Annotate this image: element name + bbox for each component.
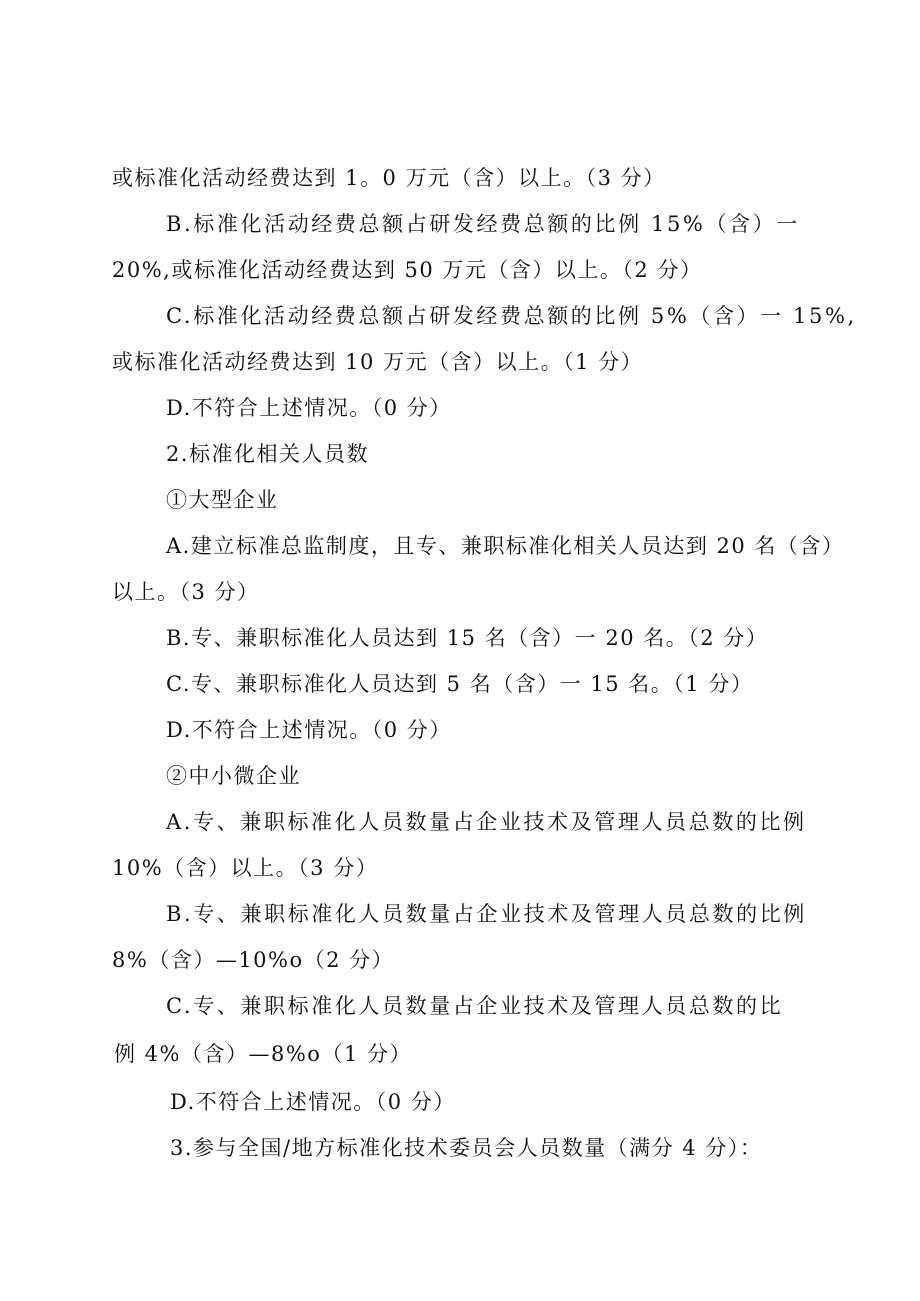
subsection-heading: ②中小微企业 bbox=[166, 764, 301, 788]
paragraph-line: A.建立标准总监制度，且专、兼职标准化相关人员达到 20 名（含） bbox=[166, 534, 845, 558]
paragraph-line: D.不符合上述情况。（0 分） bbox=[166, 718, 452, 742]
paragraph-line: D.不符合上述情况。（0 分） bbox=[166, 396, 452, 420]
paragraph-line: C.标准化活动经费总额占研发经费总额的比例 5%（含）一 15%, bbox=[166, 304, 857, 328]
paragraph-line: 或标准化活动经费达到 10 万元（含）以上。（1 分） bbox=[112, 350, 644, 374]
paragraph-line: B.标准化活动经费总额占研发经费总额的比例 15%（含）一 bbox=[166, 212, 800, 236]
section-heading: 3.参与全国/地方标准化技术委员会人员数量（满分 4 分）： bbox=[170, 1136, 763, 1160]
section-heading: 2.标准化相关人员数 bbox=[166, 442, 370, 466]
paragraph-line: 以上。（3 分） bbox=[112, 580, 260, 604]
paragraph-line: 例 4%（含）—8%o（1 分） bbox=[114, 1042, 412, 1066]
paragraph-line: 20%,或标准化活动经费达到 50 万元（含）以上。（2 分） bbox=[112, 258, 703, 282]
paragraph-line: 或标准化活动经费达到 1。0 万元（含）以上。（3 分） bbox=[112, 166, 666, 190]
paragraph-line: C.专、兼职标准化人员达到 5 名（含）一 15 名。（1 分） bbox=[166, 672, 754, 696]
paragraph-line: D.不符合上述情况。（0 分） bbox=[170, 1090, 456, 1114]
paragraph-line: 8%（含）—10%o（2 分） bbox=[112, 948, 395, 972]
paragraph-line: B.专、兼职标准化人员达到 15 名（含）一 20 名。（2 分） bbox=[166, 626, 769, 650]
paragraph-line: B.专、兼职标准化人员数量占企业技术及管理人员总数的比例 bbox=[166, 902, 807, 926]
subsection-heading: ①大型企业 bbox=[166, 488, 279, 512]
paragraph-line: A.专、兼职标准化人员数量占企业技术及管理人员总数的比例 bbox=[166, 810, 807, 834]
paragraph-line: C.专、兼职标准化人员数量占企业技术及管理人员总数的比 bbox=[166, 994, 784, 1018]
paragraph-line: 10%（含）以上。（3 分） bbox=[112, 856, 379, 880]
